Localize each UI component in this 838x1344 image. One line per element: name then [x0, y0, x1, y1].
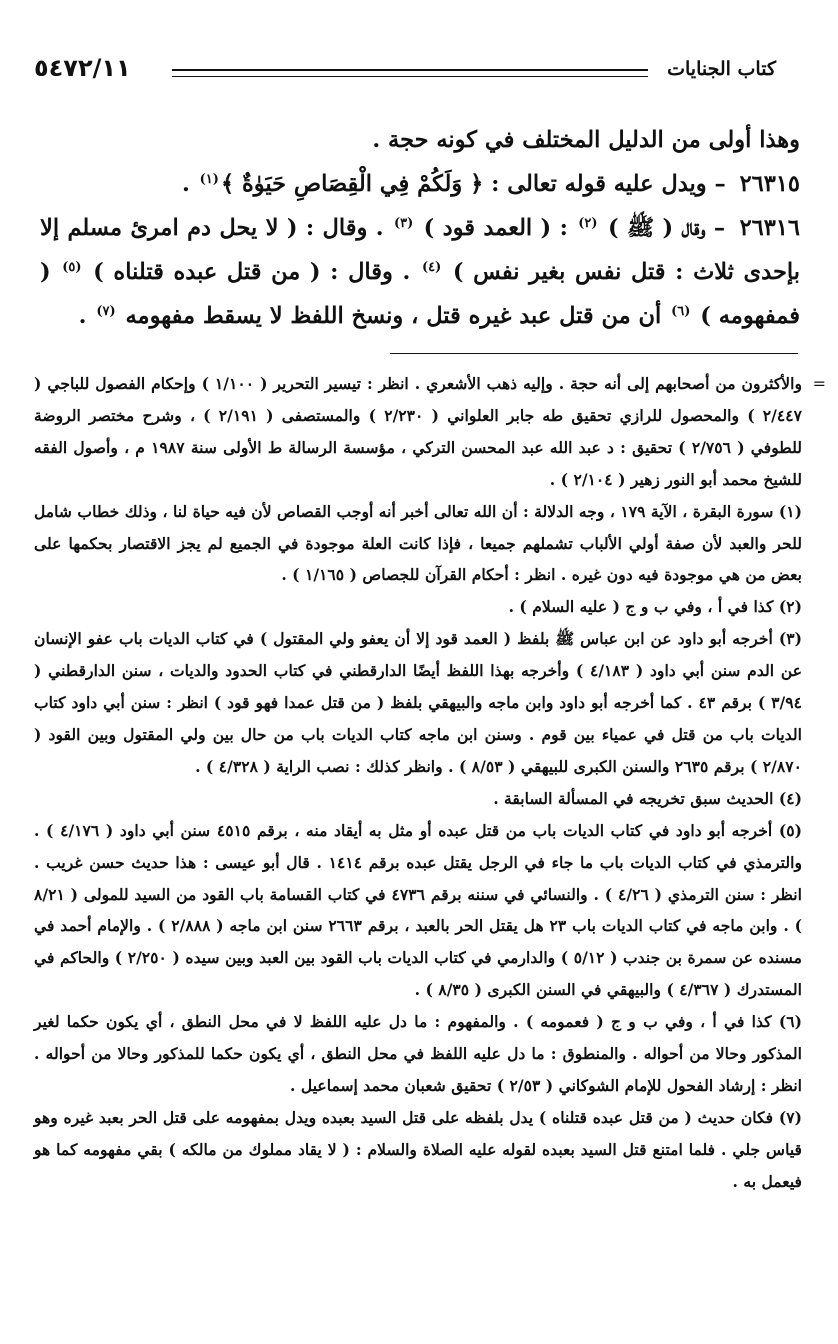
page-header: [34, 54, 776, 88]
item-text: . وقال : ( لا يحل دم امرئ مسلم إلا بإحدى ثلاث : قتل نفس بغير نفس ): [40, 215, 801, 285]
item-text: .: [78, 303, 95, 329]
item-text: أن من قتل عبد غيره قتل ، ونسخ اللفظ لا يسقط مفهومه: [117, 303, 670, 329]
page-number: ٥٤٧٢/١١: [34, 54, 131, 82]
footnote-5: (٥) أخرجه أبو داود في كتاب الديات باب من قتل عبده أو مثل به أيقاد منه ، برقم ٤٥١٥ سنن أبي داود ( ٤/١٧٦ ) . والترمذي في كتاب الديات باب ما جاء في الرجل يقتل عبده برقم ١٤١٤ . قال أبو عيسى : هذا حديث حسن غريب . انظر : سنن الترمذي ( ٤/٢٦ ) . والنسائي في سننه برقم ٤٧٣٦ في كتاب القسامة باب القود من السيد للمولى ( ٨/٢١ ) . وابن ماجه في كتاب الديات باب ٢٣ هل يقتل الحر بالعبد ، برقم ٢٦٦٣ سنن ابن ماجه ( ٢/٨٨٨ ) . والإمام أحمد في مسنده عن سمرة بن جندب ( ٥/١٢ ) والدارمي في كتاب الديات باب القود بين العبد وبين سيده ( ٢/٢٥٠ ) والحاكم في المستدرك ( ٤/٣٦٧ ) والبيهقي في السنن الكبرى ( ٨/٣٥ ) .: [34, 820, 803, 1000]
footnote-2: (٢) كذا في أ ، وفي ب و ج ( عليه السلام ) .: [508, 597, 802, 617]
item-number: ٢٦٣١٥: [739, 171, 800, 197]
item-26316: [40, 206, 800, 338]
footnote-ref: (٣): [393, 215, 414, 231]
main-text: [40, 118, 800, 338]
footnote-separator: [390, 353, 798, 354]
item-text: – ويدل عليه قوله تعالى :: [483, 171, 734, 197]
footnote-ref: (٤): [421, 259, 442, 275]
footnote-ref: (٥): [62, 259, 82, 275]
footnote-6: (٦) كذا في أ ، وفي ب و ج ( فعمومه ) . والمفهوم : ما دل عليه اللفظ لا في محل النطق ، أي يكون حكما لغير المذكور وحالا من أحواله . والمنطوق : ما دل عليه اللفظ في محل النطق ، أي يكون حكما للمذكور وحالا من أحواله . انظر : إرشاد الفحول للإمام الشوكاني ( ٢/٥٣ ) تحقيق شعبان محمد إسماعيل .: [34, 1012, 802, 1095]
continuation-mark: =: [812, 374, 826, 393]
header-rule: [172, 69, 648, 77]
footnote-3: (٣) أخرجه أبو داود عن ابن عباس ﷺ بلفظ ( العمد قود إلا أن يعفو ولي المقتول ) في كتاب الديات باب عفو الإنسان عن الدم سنن أبي داود ( ٤/١٨٣ ) وأخرجه بهذا اللفظ أيضًا الدارقطني في كتاب الحدود والديات ، سنن الدارقطني ( ٣/٩٤ ) برقم ٤٣ . كما أخرجه أبو داود وابن ماجه والبيهقي بلفظ ( من قتل عمدا فهو قود ) انظر : سنن أبي داود كتاب الديات باب من قتل في عمياء بين قوم . وسنن ابن ماجه كتاب الديات باب من حال بين ولي المقتول وبين القود ( ٢/٨٧٠ ) برقم ٢٦٣٥ والسنن الكبرى للبيهقي ( ٨/٥٣ ) . وانظر كذلك : نصب الراية ( ٤/٣٢٨ ) .: [34, 629, 802, 776]
quran-verse: ﴿ وَلَكُمْ فِي الْقِصَاصِ حَيَوٰةٌ ﴾: [220, 171, 484, 197]
footnote-4: (٤) الحديث سبق تخريجه في المسألة السابقة .: [493, 788, 802, 808]
item-text: ( فمفهومه ): [40, 259, 800, 329]
item-text: . وقال : ( من قتل عبده قتلناه ): [83, 259, 420, 285]
intro-line: وهذا أولى من الدليل المختلف في كونه حجة .: [372, 127, 800, 153]
item-text: .: [181, 171, 198, 197]
footnotes: [34, 368, 826, 1198]
footnote-continued: والأكثرون من أصحابهم إلى أنه حجة . وإليه ذهب الأشعري . انظر : تيسير التحرير ( ١/١٠٠ ) وإحكام الفصول للباجي ( ٢/٤٤٧ ) والمحصول للرازي تحقيق طه جابر العلواني ( ٢/٢٣٠ ) والمستصفى ( ٢/١٩١ ) ، وشرح مختصر الروضة للطوفي ( ٢/٧٥٦ ) تحقيق : د عبد الله عبد المحسن التركي ، مؤسسة الرسالة ط الأولى سنة ١٩٨٧ م ، وأصول الفقه للشيخ محمد أبو النور زهير ( ٢/١٠٤ ) .: [34, 374, 803, 489]
footnote-ref: (٦): [671, 303, 691, 319]
book-title: كتاب الجنايات: [667, 58, 776, 80]
item-26315: [40, 162, 800, 206]
footnote-ref: (٧): [96, 303, 116, 319]
footnote-ref: (٢): [578, 215, 598, 231]
footnote-1: (١) سورة البقرة ، الآية ١٧٩ ، وجه الدلالة : أن الله تعالى أخبر أنه أوجب القصاص لأن فيه حياة لنا ، وذلك خطاب شامل للحر والعبد لأن صفة أولي الألباب تشملهم جميعا ، فإذا كانت العلة موجودة في الجميع لم يجز الاقتصار بحكمها على بعض من هي موجودة فيه دون غيره . انظر : أحكام القرآن للجصاص ( ١/١٦٥ ) .: [34, 501, 802, 585]
item-text: : ( العمد قود ): [415, 215, 577, 241]
item-text: – وقال ( ﷺ ): [599, 215, 734, 241]
item-number: ٢٦٣١٦: [739, 215, 800, 241]
footnote-7: (٧) فكان حديث ( من قتل عبده قتلناه ) يدل بلفظه على قتل السيد بعبده ويدل بمفهومه على قتل الحر بعبد غيره وهو قياس جلي . فلما امتنع قتل السيد بعبده لقوله عليه الصلاة والسلام : ( لا يقاد مملوك من مالكه ) بقي مفهومه كما هو فيعمل به .: [34, 1107, 802, 1191]
footnote-ref: (١): [199, 171, 219, 187]
